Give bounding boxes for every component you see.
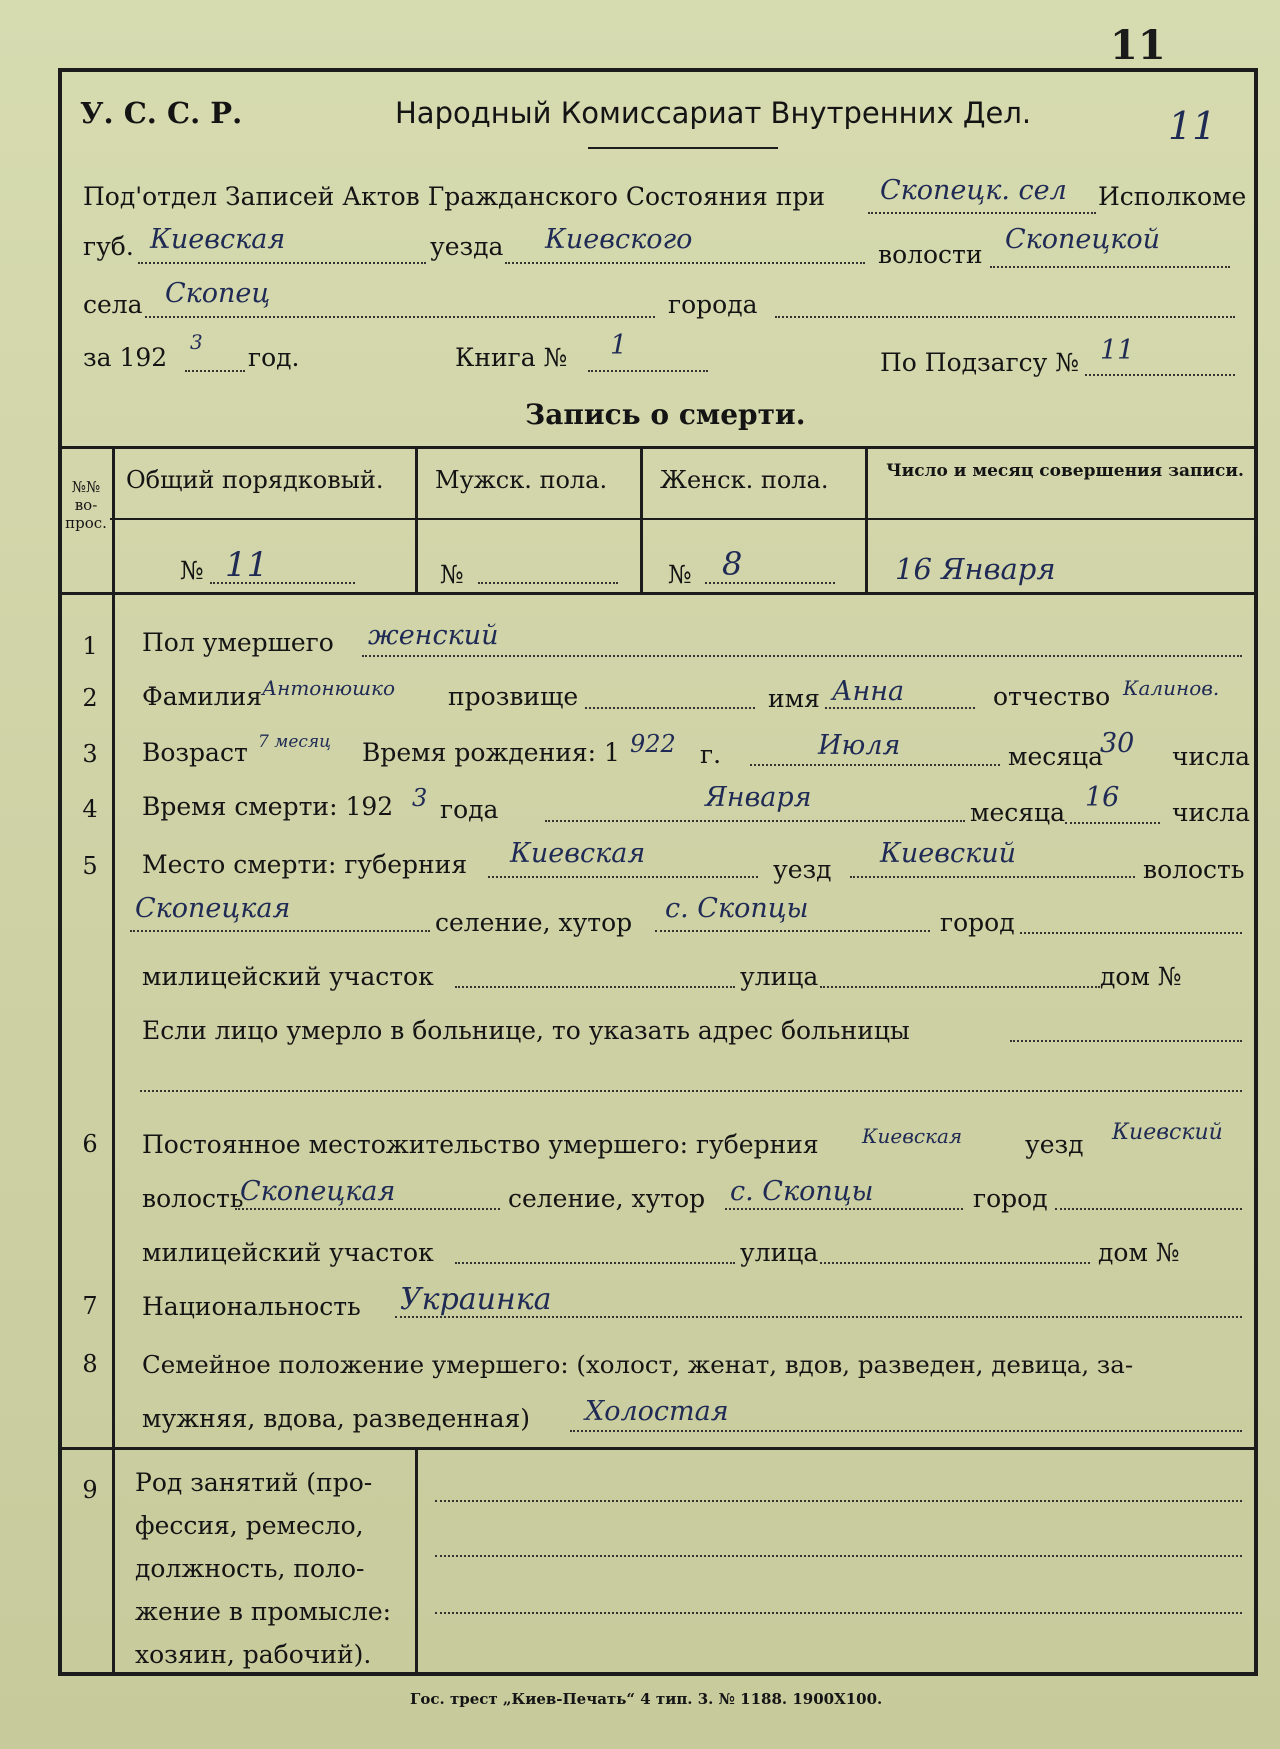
volost-label: волости [878,240,983,269]
q5-volost-label: волость [1143,855,1245,884]
q5-house-label: дом № [1100,962,1182,991]
subzags-label: По Подзагсу № [880,348,1079,377]
uezd-label: уезда [430,232,504,261]
q6-selo: с. Скопцы [730,1176,874,1207]
q6-label: Постоянное местожительство умершего: губерния [142,1130,819,1159]
q2-patr-label: отчество [993,682,1111,711]
q5-volost: Скопецкая [135,893,291,924]
q5-uezd-label: уезд [773,855,832,884]
q3-age-label: Возраст [142,738,248,767]
q6-selo-label: селение, хутор [508,1184,706,1213]
q7-value: Украинка [400,1282,552,1317]
q3-birth-day: 30 [1100,728,1135,759]
q3-birth-label: Время рождения: 1 [362,738,620,767]
q6-house-label: дом № [1098,1238,1180,1267]
q5-gorod-label: город [940,908,1015,937]
q5-street-label: улица [740,962,819,991]
year-value: 3 [190,330,203,354]
col-date-header: Число и месяц совершения записи. [886,461,1244,481]
q2-nick-label: прозвище [448,682,579,711]
col-general-header: Общий порядковый. [126,466,384,494]
q3-number: 3 [82,740,98,768]
q4-month: Января [705,782,812,813]
q3-month-label: месяца [1008,742,1103,771]
q7-number: 7 [82,1292,98,1320]
col-female-header: Женск. пола. [660,466,829,494]
ussr-label: У. С. С. Р. [80,96,243,130]
print-footer: Гос. трест „Киев-Печать“ 4 тип. 3. № 1188. 1900Х100. [410,1690,883,1708]
q7-label: Национальность [142,1292,361,1321]
year-suffix: год. [248,343,300,372]
general-no-label: № [180,556,204,585]
q9-line-5: хозяин, рабочий). [135,1640,372,1669]
book-value: 1 [610,330,628,361]
q5-selo: с. Скопцы [665,893,809,924]
q3-age-value: 7 месяц [258,732,332,752]
uezd-value: Киевского [545,224,693,255]
gub-label: губ. [83,232,134,261]
q5-gub: Киевская [510,838,646,869]
general-no-value: 11 [225,545,269,585]
male-no-label: № [440,560,464,589]
q5-uezd: Киевский [880,838,1017,869]
q9-number: 9 [82,1476,98,1504]
q6-uezd: Киевский [1112,1120,1223,1145]
q9-line-1: Род занятий (про- [135,1468,373,1497]
record-date-value: 16 Января [895,552,1056,586]
q4-year: 3 [412,784,428,812]
q5-militia-label: милицейский участок [142,962,434,991]
q2-name-value: Анна [832,676,905,707]
subdept-suffix: Исполкоме [1098,182,1247,211]
q8-label-line1: Семейное положение умершего: (холост, женат, вдов, разведен, девица, за- [142,1350,1134,1379]
q6-volost-label: волость [142,1184,244,1213]
q1-number: 1 [82,632,98,660]
q3-g-label: г. [700,740,722,769]
page-number-hw: 11 [1168,104,1217,148]
q2-surname-label: Фамилия [142,682,263,711]
q8-label-line2: мужняя, вдова, разведенная) [142,1404,531,1433]
subdept-label: Под'отдел Записей Актов Гражданского Состояния при [83,182,826,211]
q6-gub: Киевская [862,1124,963,1148]
q6-militia-label: милицейский участок [142,1238,434,1267]
year-label: за 192 [83,343,168,372]
q5-label: Место смерти: губерния [142,850,468,879]
q4-label: Время смерти: 192 [142,792,394,821]
col-male-header: Мужск. пола. [435,466,608,494]
q2-surname-value: Антонюшко [262,676,396,700]
q9-line-2: фессия, ремесло, [135,1511,364,1540]
q6-uezd-label: уезд [1025,1130,1084,1159]
q3-birth-year: 922 [630,730,676,758]
subzags-value: 11 [1100,335,1135,366]
subdept-value: Скопецк. сел [880,175,1067,206]
gub-value: Киевская [150,224,286,255]
record-title: Запись о смерти. [525,398,806,431]
q2-number: 2 [82,684,98,712]
book-label: Книга № [455,343,568,372]
q5-number: 5 [82,852,98,880]
q9-line-3: должность, поло- [135,1554,365,1583]
q2-name-label: имя [768,684,820,713]
q8-number: 8 [82,1350,98,1378]
q4-day-label: числа [1172,798,1250,827]
title-underline [588,147,778,149]
q8-value: Холостая [585,1396,729,1427]
q6-number: 6 [82,1130,98,1158]
q6-volost: Скопецкая [240,1176,396,1207]
selo-value: Скопец [165,278,271,309]
selo-label: села [83,290,143,319]
q3-birth-month: Июля [818,730,901,761]
q4-month-label: месяца [970,798,1065,827]
col-question-header: №№ во- прос. [65,478,107,532]
q6-street-label: улица [740,1238,819,1267]
volost-value: Скопецкой [1005,224,1161,255]
q4-number: 4 [82,795,98,823]
q4-day: 16 [1085,782,1120,813]
q2-patr-value: Калинов. [1123,676,1220,700]
commissariat-title: Народный Комиссариат Внутренних Дел. [395,96,1032,130]
gorod-label: города [668,290,758,319]
q1-value: женский [368,620,499,651]
female-no-label: № [668,560,692,589]
q5-selo-label: селение, хутор [435,908,633,937]
q3-day-label: числа [1172,742,1250,771]
female-no-value: 8 [722,545,743,583]
q4-year-label: года [440,795,499,824]
q9-line-4: жение в промысле: [135,1597,392,1626]
corner-number: 11 [1110,22,1166,69]
q5-hospital-label: Если лицо умерло в больнице, то указать адрес больницы [142,1016,910,1045]
q6-gorod-label: город [973,1184,1048,1213]
q1-label: Пол умершего [142,628,334,657]
